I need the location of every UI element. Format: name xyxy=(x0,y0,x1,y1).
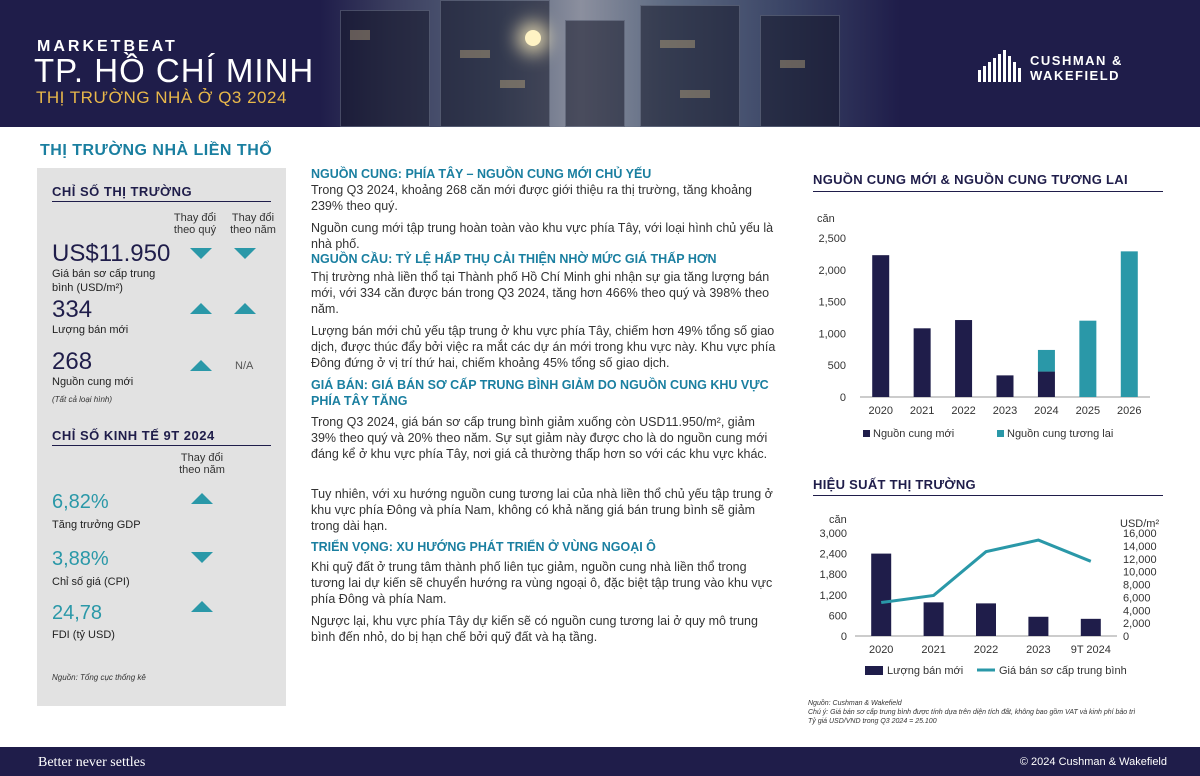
fdi-value: 24,78 xyxy=(52,602,103,624)
legend-label: Lượng bán mới xyxy=(887,665,964,677)
para-demand-1: Thị trường nhà liền thổ tại Thành phố Hồ Chí Minh ghi nhận sự gia tăng lượng bán mới, với 334 căn được bán trong Q3 2024, tăng hơn 466% theo quý và 398% theo năm. xyxy=(311,270,770,316)
x-tick-label: 2020 xyxy=(868,644,894,656)
y-tick-label: 1,500 xyxy=(818,296,846,309)
bar-new-supply xyxy=(872,255,889,397)
econ-col-header-yoy: Thay đổi theo năm xyxy=(179,452,225,476)
bar-sales xyxy=(1081,619,1101,636)
gdp-value: 6,82% xyxy=(52,491,109,513)
x-tick-label: 2025 xyxy=(1075,405,1101,417)
y2-tick-label: 2,000 xyxy=(1123,618,1151,631)
supply-qoq-up-icon xyxy=(190,360,212,371)
price-value: US$11.950 xyxy=(52,240,171,267)
cpi-label: Chỉ số giá (CPI) xyxy=(52,576,130,588)
price-yoy-down-icon xyxy=(234,248,256,259)
heading-supply: NGUỒN CUNG: PHÍA TÂY – NGUỒN CUNG MỚI CHỦ YẾU xyxy=(311,167,652,181)
econ-source: Nguồn: Tổng cục thống kê xyxy=(52,673,146,682)
legend-label: Nguồn cung tương lai xyxy=(1007,428,1114,440)
indicators-panel xyxy=(37,168,286,706)
y2-axis-label: USD/m² xyxy=(1120,518,1160,530)
fdi-up-icon xyxy=(191,601,213,612)
report-subtitle: THỊ TRƯỜNG NHÀ Ở Q3 2024 xyxy=(36,88,287,107)
gdp-label: Tăng trưởng GDP xyxy=(52,519,141,531)
header-banner xyxy=(0,0,1200,127)
x-tick-label: 2020 xyxy=(868,405,893,417)
bar-future-supply xyxy=(1038,350,1055,372)
x-tick-label: 2022 xyxy=(973,644,999,656)
fdi-label: FDI (tỷ USD) xyxy=(52,629,115,641)
para-outlook-1: Khi quỹ đất ở trung tâm thành phố liên tục giảm, nguồn cung nhà liền thổ trong tương lai dự kiến sẽ chuyển hướng ra vùng ngoại ô, đặc biệt tập trung vào khu vực phía Đông và phía Nam. xyxy=(311,560,773,606)
price-qoq-down-icon xyxy=(190,248,212,259)
performance-chart xyxy=(805,505,1190,680)
bar-future-supply xyxy=(1079,321,1096,397)
bar-new-supply xyxy=(955,320,972,397)
legend-label: Giá bán sơ cấp trung bình xyxy=(999,665,1127,677)
heading-outlook: TRIỂN VỌNG: XU HƯỚNG PHÁT TRIỂN Ở VÙNG NGOẠI Ô xyxy=(311,540,656,554)
y-tick-label: 2,000 xyxy=(818,264,846,277)
supply-chart xyxy=(805,200,1165,455)
gdp-up-icon xyxy=(191,493,213,504)
x-tick-label: 9T 2024 xyxy=(1070,644,1111,656)
y2-tick-label: 4,000 xyxy=(1123,605,1151,618)
economic-indicators-title: CHỈ SỐ KINH TẾ 9T 2024 xyxy=(52,428,215,443)
chart-source: Nguồn: Cushman & Wakefield xyxy=(808,700,902,707)
price-label: Giá bán sơ cấp trung bình (USD/m²) xyxy=(52,268,156,294)
legend-swatch xyxy=(863,430,870,437)
footer-slogan: Better never settles xyxy=(38,755,146,770)
supply-label: Nguồn cung mới xyxy=(52,376,134,388)
chart-note: Chú ý: Giá bán sơ cấp trung bình được tính dựa trên diện tích đất, không bao gồm VAT và kinh phí bảo trì xyxy=(808,709,1136,716)
divider xyxy=(52,201,271,202)
y-tick-label: 600 xyxy=(828,610,847,623)
header-photo xyxy=(320,0,900,127)
x-tick-label: 2023 xyxy=(1026,644,1051,656)
cpi-down-icon xyxy=(191,552,213,563)
footer xyxy=(0,747,1200,776)
bar-future-supply xyxy=(1121,251,1138,397)
supply-yoy-na: N/A xyxy=(235,360,254,372)
para-demand-2: Lượng bán mới chủ yếu tập trung ở khu vực phía Tây, chiếm hơn 49% tổng số giao dịch, được thúc đẩy bởi việc ra mắt các dự án mới trong khu vực này. Khu vực phía Đông đứng ở vị trí thứ hai, chiếm khoảng 45% tổng số giao dịch. xyxy=(311,324,776,370)
y-tick-label: 0 xyxy=(840,631,847,643)
cushman-logo-icon xyxy=(978,50,1022,82)
para-price-1: Trong Q3 2024, giá bán sơ cấp trung bình giảm xuống còn USD11.950/m², giảm 39% theo quý và 20% theo năm. Sự sụt giảm này được cho là do nguồn cung mới đáng kể ở khu vực phía Tây, nơi giá cả thường thấp hơn so với các khu vực khác. xyxy=(311,415,768,461)
para-supply-1: Trong Q3 2024, khoảng 268 căn mới được giới thiệu ra thị trường, tăng khoảng 239% theo quý. xyxy=(311,183,752,213)
y-tick-label: 2,400 xyxy=(819,548,847,561)
divider xyxy=(813,495,1163,496)
divider xyxy=(52,445,271,446)
y2-tick-label: 0 xyxy=(1123,631,1130,643)
heading-price: GIÁ BÁN: GIÁ BÁN SƠ CẤP TRUNG BÌNH GIẢM DO NGUỒN CUNG KHU VỰC PHÍA TÂY TĂNG xyxy=(311,378,769,408)
note-all-types: (Tất cả loại hình) xyxy=(52,395,113,404)
y2-tick-label: 8,000 xyxy=(1123,579,1151,592)
sales-value: 334 xyxy=(52,296,93,323)
heading-demand: NGUỒN CẦU: TỶ LỆ HẤP THỤ CẢI THIỆN NHỜ MỨC GIÁ THẤP HƠN xyxy=(311,252,717,266)
y-tick-label: 1,000 xyxy=(818,328,846,341)
x-tick-label: 2021 xyxy=(909,405,935,417)
footer-copyright: © 2024 Cushman & Wakefield xyxy=(1019,756,1167,768)
section-title: THỊ TRƯỜNG NHÀ LIỀN THỔ xyxy=(40,142,273,159)
market-indicators-title: CHỈ SỐ THỊ TRƯỜNG xyxy=(52,184,193,199)
y-axis-label: căn xyxy=(817,213,835,225)
supply-chart-title: NGUỒN CUNG MỚI & NGUỒN CUNG TƯƠNG LAI xyxy=(813,172,1128,187)
bar-sales xyxy=(1028,617,1048,636)
bar-sales xyxy=(976,603,996,636)
sales-label: Lượng bán mới xyxy=(52,324,129,336)
y2-tick-label: 6,000 xyxy=(1123,592,1151,605)
col-header-qoq: Thay đổi theo quý xyxy=(173,212,217,236)
y-axis-label: căn xyxy=(829,514,847,526)
y2-tick-label: 10,000 xyxy=(1123,566,1157,579)
y-tick-label: 500 xyxy=(827,360,846,373)
x-tick-label: 2024 xyxy=(1034,405,1059,417)
y2-tick-label: 14,000 xyxy=(1123,540,1157,553)
y2-tick-label: 12,000 xyxy=(1123,553,1157,566)
supply-value: 268 xyxy=(52,348,93,375)
bar-new-supply xyxy=(1038,372,1055,397)
line-price xyxy=(881,540,1091,602)
para-price-2: Tuy nhiên, với xu hướng nguồn cung tương lai của nhà liền thổ chủ yếu tập trung ở khu vực phía Đông và phía Nam, không có khả năng giá bán trung bình sẽ giảm trong dài hạn. xyxy=(311,487,773,533)
cpi-value: 3,88% xyxy=(52,548,109,570)
x-tick-label: 2022 xyxy=(951,405,976,417)
exchange-rate-note: Tỷ giá USD/VND trong Q3 2024 = 25.100 xyxy=(808,718,937,725)
para-supply-2: Nguồn cung mới tập trung hoàn toàn vào khu vực phía Tây, với loại hình chủ yếu là nhà phố. xyxy=(311,221,774,251)
divider xyxy=(813,191,1163,192)
x-tick-label: 2023 xyxy=(992,405,1018,417)
x-tick-label: 2021 xyxy=(921,644,946,656)
y-tick-label: 1,800 xyxy=(819,569,847,582)
y-tick-label: 1,200 xyxy=(819,589,847,602)
city-title: TP. HỒ CHÍ MINH xyxy=(34,52,315,89)
legend-swatch xyxy=(997,430,1004,437)
y-tick-label: 3,000 xyxy=(819,528,847,540)
bar-new-supply xyxy=(997,375,1014,397)
y2-tick-label: 16,000 xyxy=(1123,528,1157,540)
legend-swatch xyxy=(865,666,883,675)
para-outlook-2: Ngược lại, khu vực phía Tây dự kiến sẽ có nguồn cung tương lai ở quy mô trung bình đến nhỏ, do bị hạn chế bởi quỹ đất và hạ tầng. xyxy=(311,614,758,644)
sales-qoq-up-icon xyxy=(190,303,212,314)
marketbeat-label: MARKETBEAT xyxy=(37,38,178,55)
y-tick-label: 0 xyxy=(839,392,846,404)
col-header-yoy: Thay đổi theo năm xyxy=(230,212,276,236)
sales-yoy-up-icon xyxy=(234,303,256,314)
bar-sales xyxy=(871,554,891,636)
company-logo-text: CUSHMAN & WAKEFIELD xyxy=(1030,53,1123,83)
y-tick-label: 2,500 xyxy=(818,233,846,245)
legend-label: Nguồn cung mới xyxy=(873,428,955,440)
bar-new-supply xyxy=(914,328,931,397)
bar-sales xyxy=(924,602,944,636)
x-tick-label: 2026 xyxy=(1117,405,1142,417)
performance-chart-title: HIỆU SUẤT THỊ TRƯỜNG xyxy=(813,477,976,492)
